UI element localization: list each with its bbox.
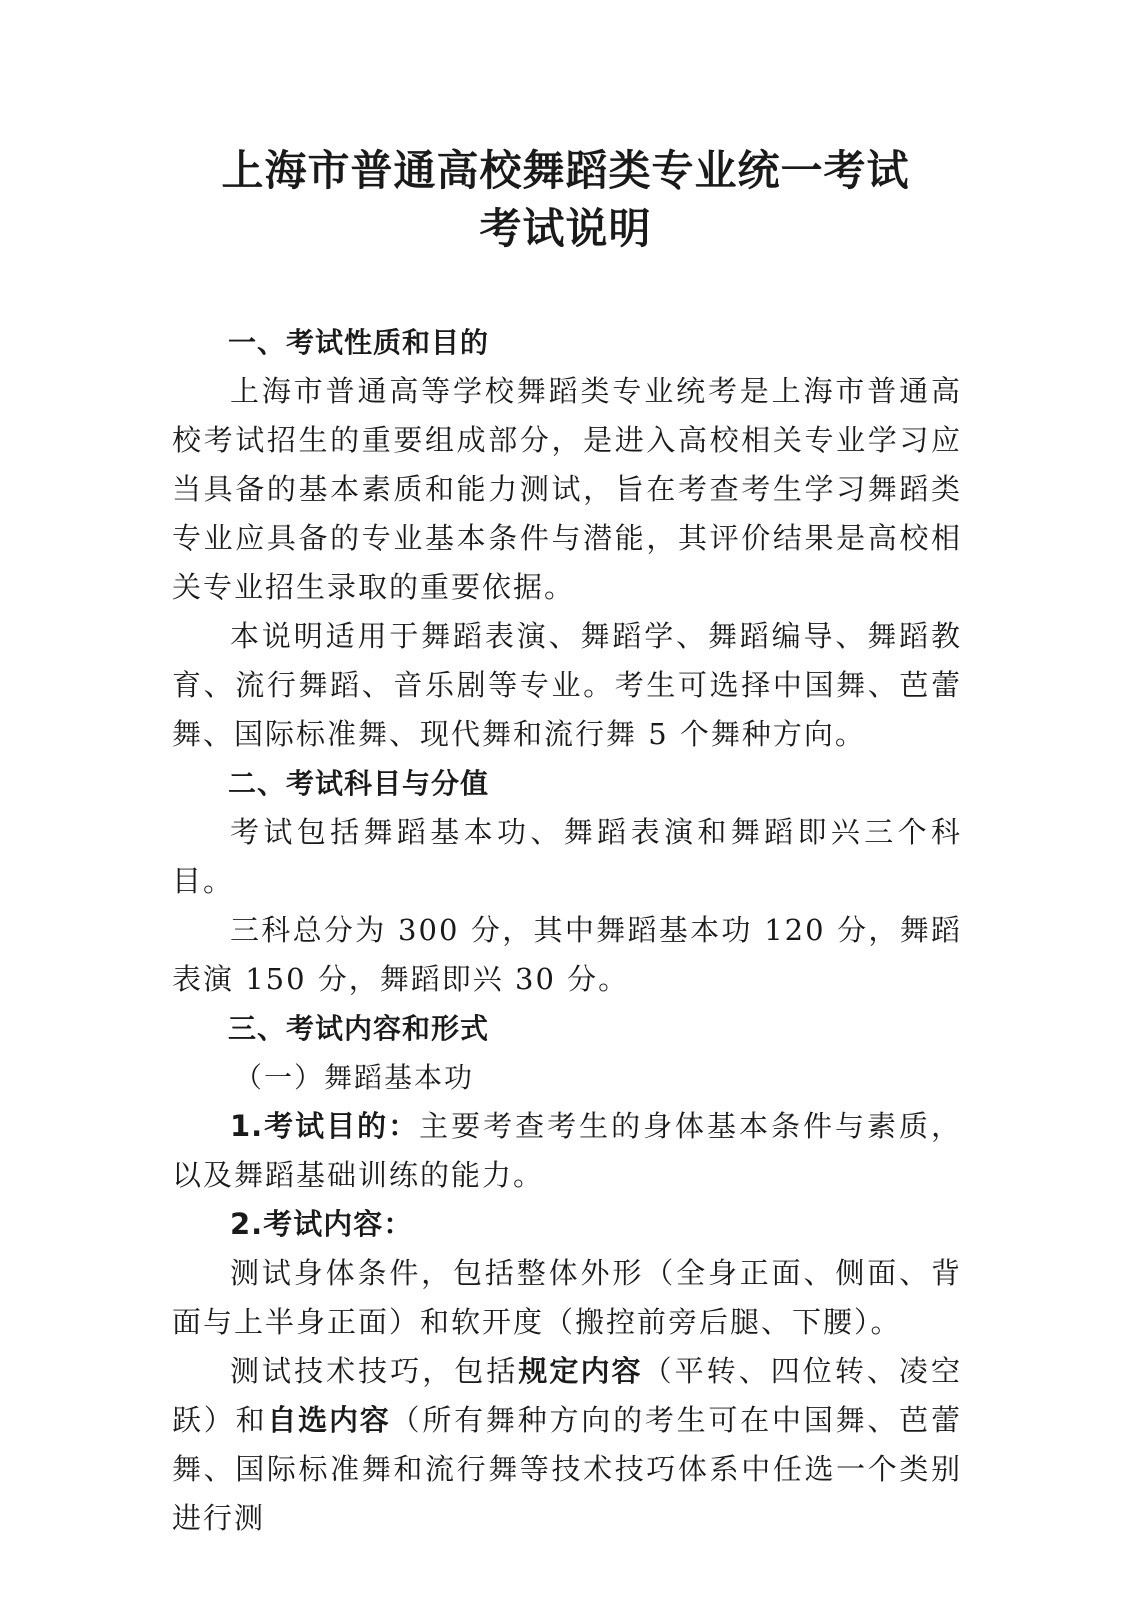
section-1-paragraph-1: 上海市普通高等学校舞蹈类专业统考是上海市普通高校考试招生的重要组成部分，是进入高校相关专业学习应当具备的基本素质和能力测试，旨在考查考生学习舞蹈类专业应具备的专业基本条件与潜能，其评价结果是高校相关专业招生录取的重要依据。 [172,374,962,604]
section-2-paragraph-1: 考试包括舞蹈基本功、舞蹈表演和舞蹈即兴三个科目。 [172,815,962,898]
item-1-text: 主要考查考生的身体基本条件与素质，以及舞蹈基础训练的能力。 [172,1109,962,1192]
technique-paragraph [172,1347,962,1543]
section-1-paragraph-2: 本说明适用于舞蹈表演、舞蹈学、舞蹈编导、舞蹈教育、流行舞蹈、音乐剧等专业。考生可选择中国舞、芭蕾舞、国际标准舞、现代舞和流行舞 5 个舞种方向。 [172,619,962,751]
body-condition-paragraph: 测试身体条件，包括整体外形（全身正面、侧面、背面与上半身正面）和软开度（搬控前旁后腿、下腰）。 [172,1256,962,1339]
document-subtitle: 考试说明 [479,204,652,253]
document-title: 上海市普通高校舞蹈类专业统一考试 [221,146,910,195]
subsection-1-heading: （一）舞蹈基本功 [234,1061,475,1094]
section-2-heading: 二、考试科目与分值 [228,767,490,800]
item-2-paragraph [172,1200,962,1249]
item-2-label: 2.考试内容： [230,1207,414,1241]
technique-text-1: 测试技术技巧，包括 [230,1354,519,1388]
section-3-heading: 三、考试内容和形式 [228,1012,490,1045]
technique-text-3: （所有舞种方向的考生可在中国舞、芭蕾舞、国际标准舞和流行舞等技术技巧体系中任选一个类别进行测 [172,1403,962,1535]
required-content-keyword: 规定内容 [518,1354,643,1388]
optional-content-keyword: 自选内容 [267,1403,391,1437]
section-2-paragraph-2: 三科总分为 300 分，其中舞蹈基本功 120 分，舞蹈表演 150 分，舞蹈即兴 30 分。 [172,913,962,996]
item-1-label: 1.考试目的： [230,1109,420,1143]
technique-text-2: （平转、四位转、凌空跃）和 [172,1354,962,1437]
document-body [172,318,962,1543]
section-1-heading: 一、考试性质和目的 [228,326,490,359]
item-1-paragraph [172,1102,962,1200]
